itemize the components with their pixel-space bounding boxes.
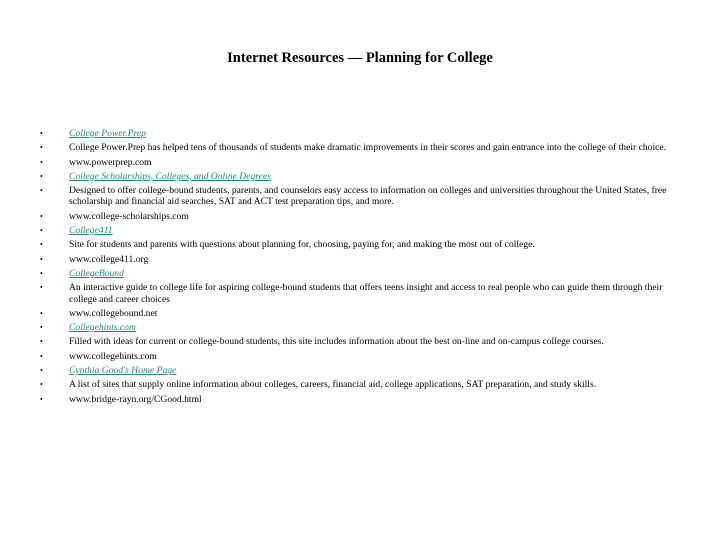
bullet-icon: • xyxy=(40,226,43,236)
resource-url: www.collegehints.com xyxy=(69,350,157,362)
resource-link[interactable]: College Power.Prep xyxy=(69,128,146,139)
bullet-icon: • xyxy=(40,211,43,221)
list-item xyxy=(40,239,680,250)
list-item xyxy=(40,185,680,208)
list-item xyxy=(40,322,680,333)
resource-link[interactable]: Collegehints.com xyxy=(69,322,136,334)
resource-link[interactable]: College Scholarships, Colleges, and Online Degrees xyxy=(69,170,271,182)
resource-url: www.college-scholarships.com xyxy=(69,210,189,222)
bullet-icon: • xyxy=(40,323,43,333)
list-item xyxy=(40,351,680,362)
resource-description: Site for students and parents with questions about planning for, choosing, paying for, and making the most out of college. xyxy=(69,239,535,251)
bullet-icon: • xyxy=(40,254,43,264)
list-item xyxy=(40,379,680,390)
bullet-icon: • xyxy=(40,268,43,278)
resource-description: College Power.Prep has helped tens of thousands of students make dramatic improvements in their scores and gain entrance into the college of their choice. xyxy=(69,142,667,154)
resource-description: An interactive guide to college life for aspiring college-bound students that offers teens insight and access to real people who can guide them through their college and career choices xyxy=(69,282,663,305)
bullet-icon: • xyxy=(40,240,43,250)
resource-url: www.powerprep.com xyxy=(69,156,152,168)
resource-list xyxy=(40,128,680,408)
resource-link[interactable]: College411 xyxy=(69,225,113,237)
bullet-icon: • xyxy=(40,283,43,293)
list-item xyxy=(40,268,680,279)
list-item xyxy=(40,171,680,182)
bullet-icon: • xyxy=(40,143,43,153)
bullet-icon: • xyxy=(40,380,43,390)
list-item xyxy=(40,365,680,376)
list-item xyxy=(40,394,680,405)
list-item xyxy=(40,282,680,305)
resource-url: www.college411.org xyxy=(69,253,149,265)
list-item xyxy=(40,142,680,153)
list-item xyxy=(40,225,680,236)
bullet-icon: • xyxy=(40,337,43,347)
resource-link[interactable]: CollegeBound xyxy=(69,267,124,279)
bullet-icon: • xyxy=(40,186,43,196)
bullet-icon: • xyxy=(40,351,43,361)
list-item xyxy=(40,211,680,222)
resource-description: Filled with ideas for current or college-bound students, this site includes information about the best on-line and on-campus college courses. xyxy=(69,336,604,348)
resource-url: www.collegebound.net xyxy=(69,307,158,319)
resource-url: www.bridge-rayn.org/CGood.html xyxy=(69,393,202,405)
list-item xyxy=(40,157,680,168)
bullet-icon: • xyxy=(40,366,43,376)
list-item xyxy=(40,128,680,139)
list-item xyxy=(40,336,680,347)
list-item xyxy=(40,308,680,319)
bullet-icon: • xyxy=(40,171,43,181)
list-item xyxy=(40,254,680,265)
bullet-icon: • xyxy=(40,157,43,167)
bullet-icon: • xyxy=(40,394,43,404)
resource-link[interactable]: Cynthia Good's Home Page xyxy=(69,365,177,377)
resource-description: A list of sites that supply online information about colleges, careers, financial aid, college applications, SAT preparation, and study skills. xyxy=(69,379,597,391)
bullet-icon: • xyxy=(40,129,43,138)
resource-description: Designed to offer college-bound students, parents, and counselors easy access to information on colleges and universities throughout the United States, free scholarship and financial aid searches, SAT and ACT test preparation tips, and more. xyxy=(69,185,667,208)
bullet-icon: • xyxy=(40,308,43,318)
page-title: Internet Resources — Planning for College xyxy=(227,50,493,66)
